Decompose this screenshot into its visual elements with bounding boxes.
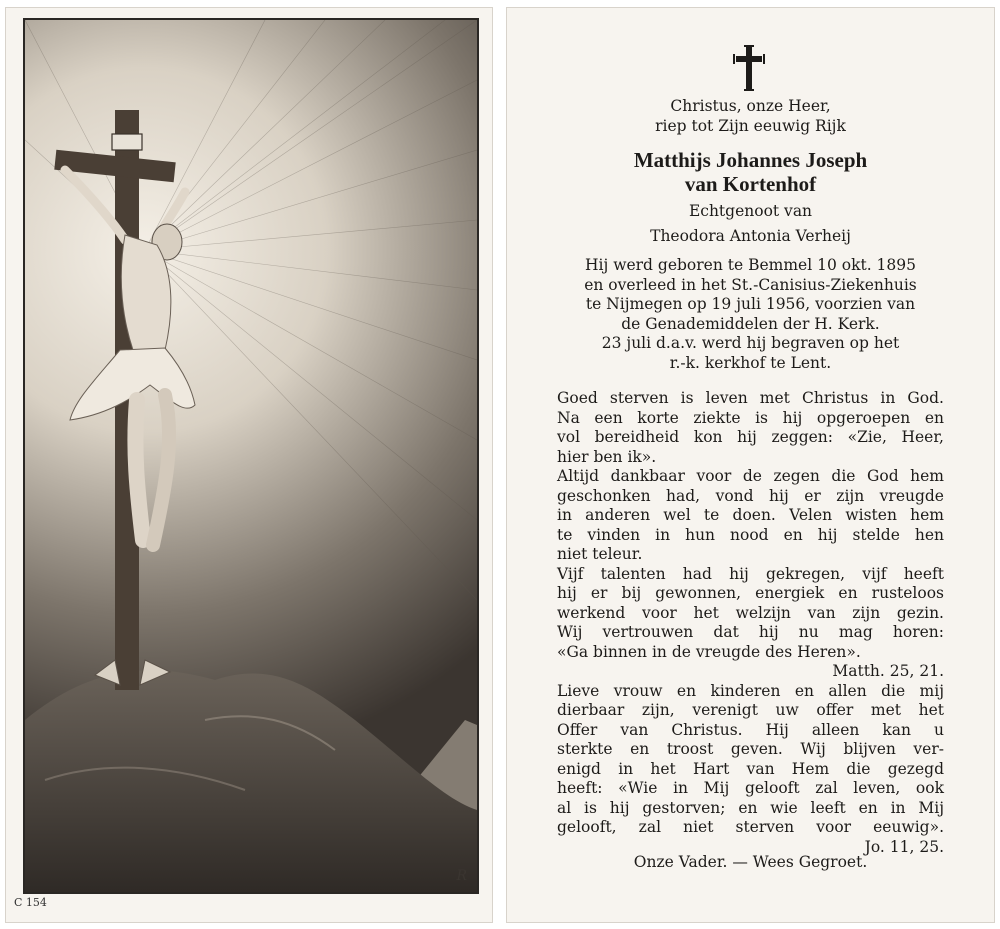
text-line: Goed sterven is leven met Christus in God. xyxy=(557,389,944,407)
text-line: niet teleur. xyxy=(557,545,643,563)
text-line: gelooft, zal niet sterven voor eeuwig». xyxy=(557,818,944,836)
text-block-1 xyxy=(557,389,944,857)
artist-monogram: R xyxy=(456,868,467,884)
biography-line: de Genademiddelen der H. Kerk. xyxy=(621,314,880,333)
biography-line: Hij werd geboren te Bemmel 10 okt. 1895 xyxy=(585,256,916,274)
name-line: Matthijs Johannes Joseph xyxy=(633,148,868,172)
crucifix-drawing xyxy=(25,20,477,892)
text-line: heeft: «Wie in Mij gelooft zal leven, ook xyxy=(557,779,944,797)
text-line: al is hij gestorven; en wie leeft en in Mij xyxy=(557,798,944,817)
text-line: «Ga binnen in de vreugde des Heren». xyxy=(557,642,861,661)
text-line: sterkte en troost geven. Wij blijven ver- xyxy=(557,740,944,758)
intro-line: riep tot Zijn eeuwig Rijk xyxy=(655,116,846,135)
closing-prayers: Onze Vader. — Wees Gegroet. xyxy=(633,853,868,871)
biography-line: 23 juli d.a.v. werd hij begraven op het xyxy=(601,334,900,352)
intro-line: Christus, onze Heer, xyxy=(670,97,831,115)
text-line: vol bereidheid kon hij zeggen: «Zie, Heer, xyxy=(557,428,944,446)
spouse-name: Theodora Antonia Verheij xyxy=(650,227,851,245)
text-line: te vinden in hun nood en hij stelde hen xyxy=(557,525,944,544)
memorial-card-front xyxy=(6,8,492,922)
text-line: dierbaar zijn, verenigt uw offer met het xyxy=(557,701,944,719)
text-line: enigd in het Hart van Hem die gezegd xyxy=(557,759,944,778)
biography-line: te Nijmegen op 19 juli 1956, voorzien van xyxy=(585,295,916,313)
text-line: Altijd dankbaar voor de zegen die God hem xyxy=(557,467,944,485)
text-line: Vijf talenten had hij gekregen, vijf heeft xyxy=(557,564,944,583)
citation: Jo. 11, 25. xyxy=(864,837,944,856)
memorial-card-back xyxy=(507,8,994,922)
biography-line: r.-k. kerkhof te Lent. xyxy=(669,353,832,372)
memorial-text xyxy=(507,8,994,922)
biography xyxy=(562,256,939,373)
crucifix-illustration xyxy=(23,18,479,894)
text-line: Lieve vrouw en kinderen en allen die mij xyxy=(557,681,944,700)
text-line: Wij vertrouwen dat hij nu mag horen: xyxy=(557,623,944,641)
text-line: hier ben ik». xyxy=(557,447,657,466)
spouse-intro: Echtgenoot van xyxy=(688,202,813,220)
text-line: werkend voor het welzijn van zijn gezin. xyxy=(557,603,944,622)
text-line: geschonken had, vond hij er zijn vreugde xyxy=(557,486,944,505)
inri-plaque xyxy=(112,134,142,150)
text-line: Na een korte ziekte is hij opgeroepen en xyxy=(557,408,944,427)
cross-icon xyxy=(733,44,765,92)
name-line: van Kortenhof xyxy=(684,172,817,196)
intro xyxy=(547,97,954,136)
citation: Matth. 25, 21. xyxy=(832,662,944,680)
deceased-name xyxy=(547,148,954,196)
text-line: hij er bij gewonnen, energiek en rusteloos xyxy=(557,584,944,602)
printer-mark: C 154 xyxy=(14,896,47,909)
biography-line: en overleed in het St.-Canisius-Ziekenhuis xyxy=(584,275,917,294)
text-line: in anderen wel te doen. Velen wisten hem xyxy=(557,506,944,524)
text-line: Offer van Christus. Hij alleen kan u xyxy=(557,720,944,739)
